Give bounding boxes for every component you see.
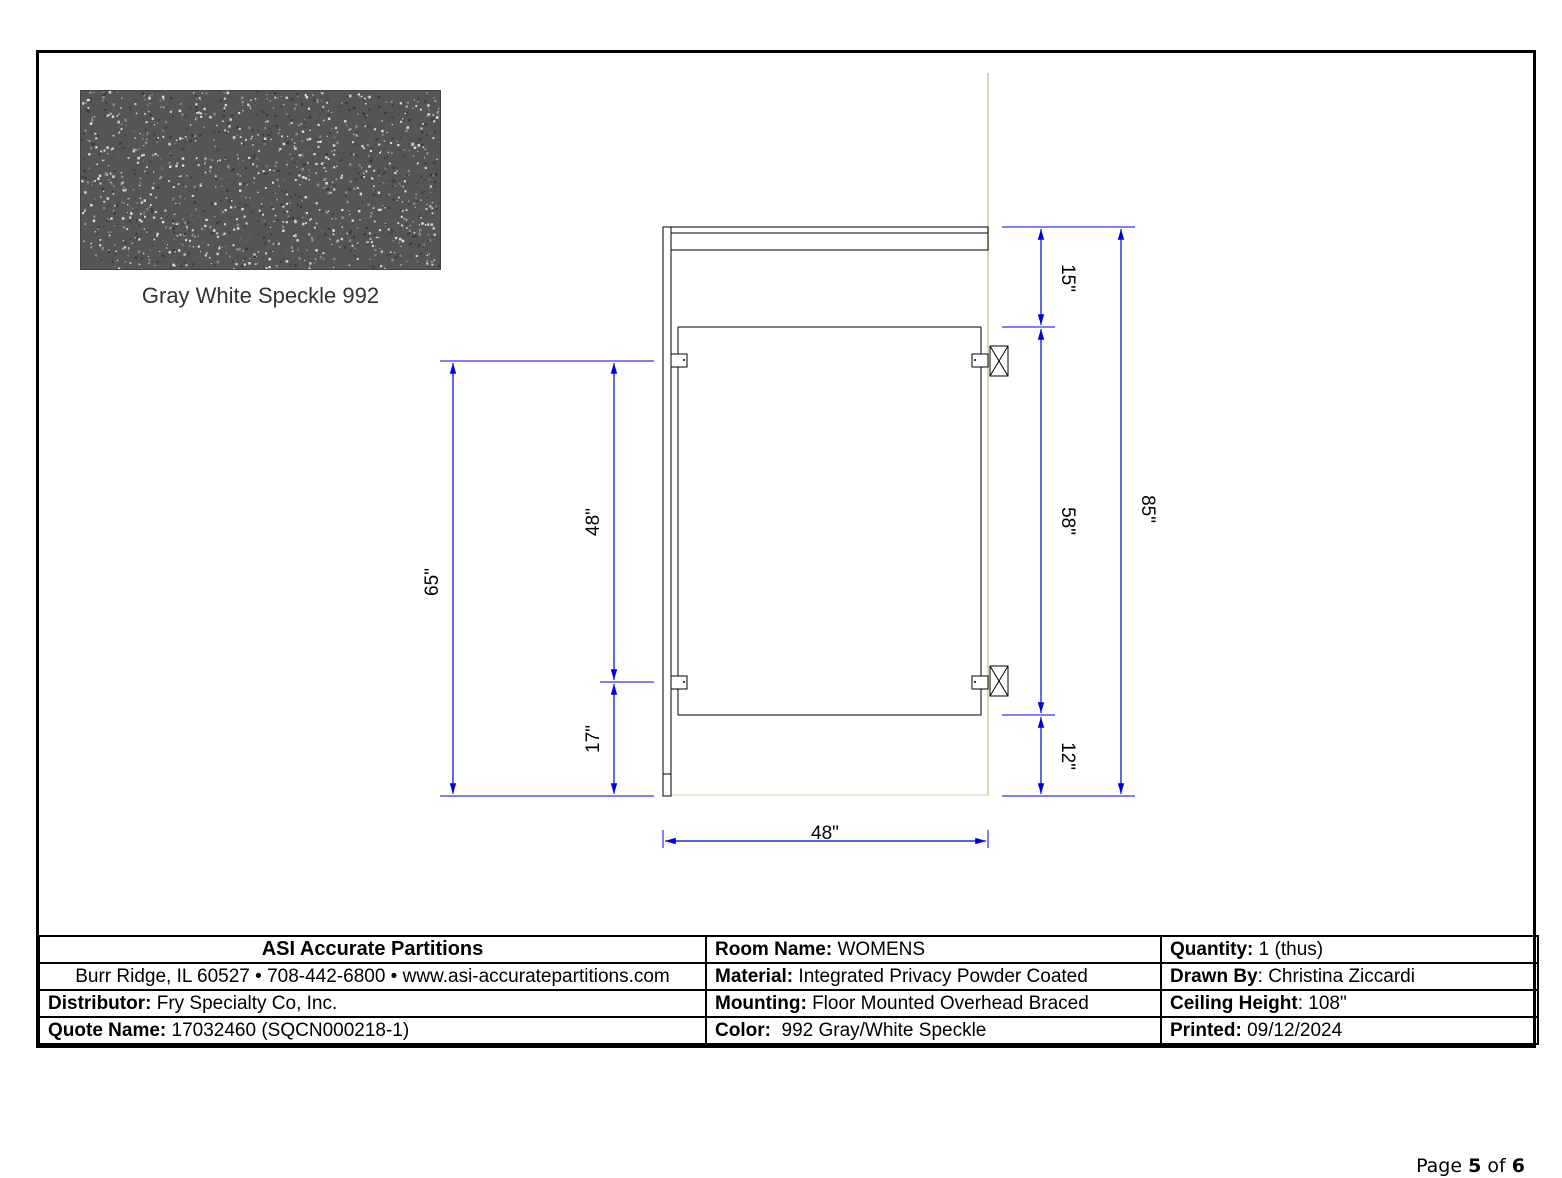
headrail bbox=[671, 227, 988, 250]
mounting-value: Floor Mounted Overhead Braced bbox=[812, 993, 1089, 1014]
page-number: 5 bbox=[1468, 1155, 1482, 1177]
mounting-cell bbox=[706, 990, 1161, 1017]
quantity-value: 1 (thus) bbox=[1258, 939, 1324, 960]
quote-label: Quote Name: bbox=[48, 1020, 167, 1041]
drawn-by-cell: Drawn By: Christina Ziccardi bbox=[1161, 963, 1538, 990]
room-name-label: Room Name: bbox=[715, 939, 833, 960]
mounting-label: Mounting: bbox=[715, 993, 807, 1014]
quote-cell bbox=[39, 1017, 706, 1044]
dim-label-hinge-spacing: 48" bbox=[583, 508, 604, 536]
color-cell bbox=[706, 1017, 1161, 1044]
door-panel bbox=[678, 327, 981, 715]
room-name-value: WOMENS bbox=[837, 939, 926, 960]
ceiling-height-cell: Ceiling Height: 108" bbox=[1161, 990, 1538, 1017]
swatch-label: Gray White Speckle 992 bbox=[141, 283, 380, 308]
page-word: Page bbox=[1416, 1155, 1463, 1177]
page-total: 6 bbox=[1511, 1155, 1525, 1177]
distributor-label: Distributor: bbox=[48, 993, 152, 1014]
pilaster bbox=[663, 227, 671, 796]
dim-label-upper-hinge: 65" bbox=[422, 568, 443, 596]
company-address: Burr Ridge, IL 60527 • 708-442-6800 • www.asi-accuratepartitions.com bbox=[39, 963, 706, 990]
material-label: Material: bbox=[715, 966, 794, 987]
dim-label-clearance: 12" bbox=[1057, 742, 1078, 770]
title-block bbox=[38, 935, 1539, 1045]
color-value: 992 Gray/White Speckle bbox=[781, 1020, 987, 1041]
drawn-by-label: Drawn By bbox=[1170, 966, 1258, 987]
distributor-value: Fry Specialty Co, Inc. bbox=[156, 993, 338, 1014]
printed-value: 09/12/2024 bbox=[1247, 1020, 1343, 1041]
of-word: of bbox=[1487, 1155, 1506, 1177]
color-label: Color: bbox=[715, 1020, 771, 1041]
quantity-cell bbox=[1161, 936, 1538, 963]
dim-label-width: 48" bbox=[811, 823, 839, 844]
material-cell bbox=[706, 963, 1161, 990]
material-value: Integrated Privacy Powder Coated bbox=[798, 966, 1088, 987]
hinge-left-upper bbox=[671, 354, 687, 367]
hinge-left-lower bbox=[671, 676, 687, 689]
page-footer bbox=[1416, 1155, 1525, 1177]
dim-label-door: 58" bbox=[1057, 507, 1078, 535]
dim-label-lower-hinge: 17" bbox=[583, 725, 604, 753]
room-name-cell bbox=[706, 936, 1161, 963]
dim-label-overall: 85" bbox=[1137, 495, 1158, 523]
quote-value: 17032460 (SQCN000218-1) bbox=[171, 1020, 410, 1041]
distributor-cell bbox=[39, 990, 706, 1017]
printed-cell bbox=[1161, 1017, 1538, 1044]
dim-label-header: 15" bbox=[1057, 264, 1078, 292]
drawn-by-value: Christina Ziccardi bbox=[1268, 966, 1415, 987]
ceiling-height-value: 108" bbox=[1308, 993, 1347, 1014]
printed-label: Printed: bbox=[1170, 1020, 1242, 1041]
company-name: ASI Accurate Partitions bbox=[39, 936, 706, 963]
quantity-label: Quantity: bbox=[1170, 939, 1254, 960]
ceiling-height-label: Ceiling Height bbox=[1170, 993, 1298, 1014]
